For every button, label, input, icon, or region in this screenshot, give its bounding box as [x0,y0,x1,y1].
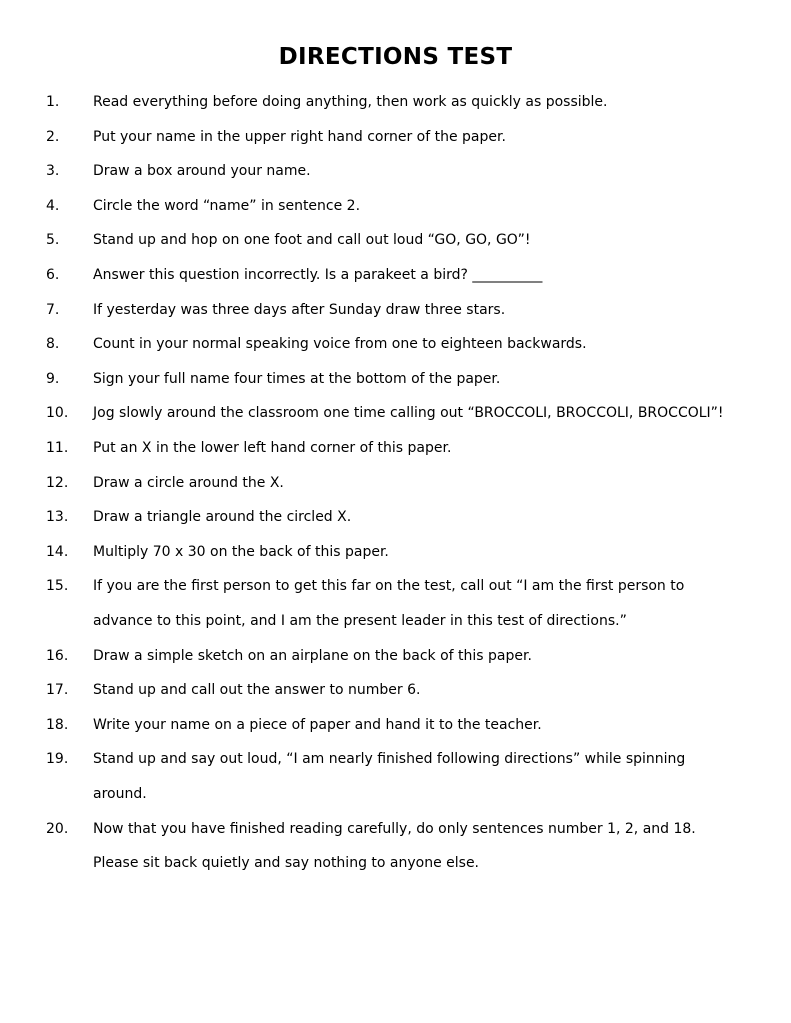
item-number: 7. [46,301,60,318]
item-number: 18. [46,716,69,733]
item-text: Read everything before doing anything, then work as quickly as possible. [93,94,608,110]
item-number: 14. [46,543,69,560]
item-text: Draw a circle around the X. [93,474,284,491]
list-item [0,680,791,700]
item-number: 15. [46,578,69,595]
item-text: Draw a triangle around the circled X. [93,509,352,526]
list-item-continuation [0,611,791,631]
item-number: 3. [46,163,60,180]
list-item [0,438,791,458]
item-number: 10. [46,405,69,422]
item-number: 6. [46,267,60,283]
item-text: Put an X in the lower left hand corner of this paper. [93,440,452,456]
item-text: Count in your normal speaking voice from one to eighteen backwards. [93,336,587,353]
item-number: 11. [46,440,69,456]
item-number: 9. [46,370,60,387]
list-item [0,265,791,285]
item-text: Answer this question incorrectly. Is a parakeet a bird? __________ [93,267,543,283]
list-item [0,334,791,354]
item-text: around. [93,786,147,802]
item-text: Circle the word “name” in sentence 2. [93,197,361,214]
item-number: 16. [46,647,69,664]
item-text: Stand up and hop on one foot and call out loud “GO, GO, GO”! [93,232,531,249]
item-number: 2. [46,128,60,145]
list-item [0,646,791,666]
item-text: If you are the first person to get this far on the test, call out “I am the first person to [93,578,685,595]
item-text: Stand up and say out loud, “I am nearly finished following directions” while spinning [93,751,686,768]
item-text: Write your name on a piece of paper and hand it to the teacher. [93,716,542,733]
list-item [0,507,791,527]
list-item [0,92,791,112]
item-number: 4. [46,197,60,214]
list-item [0,542,791,562]
item-number: 1. [46,94,60,110]
item-number: 12. [46,474,69,491]
item-number: 17. [46,682,69,699]
item-number: 19. [46,751,69,768]
item-text: Draw a box around your name. [93,163,311,180]
list-item [0,369,791,389]
item-number: 20. [46,820,69,837]
item-text: Put your name in the upper right hand corner of the paper. [93,128,506,145]
list-item [0,161,791,181]
item-text: Jog slowly around the classroom one time calling out “BROCCOLI, BROCCOLI, BROCCOLI”! [93,405,724,422]
list-item [0,403,791,423]
list-item [0,196,791,216]
item-text: Multiply 70 x 30 on the back of this paper. [93,543,389,560]
list-item [0,473,791,493]
item-text: Now that you have finished reading carefully, do only sentences number 1, 2, and 18. [93,820,696,837]
item-text: Stand up and call out the answer to number 6. [93,682,421,699]
list-item [0,300,791,320]
item-number: 8. [46,336,60,353]
item-text: Please sit back quietly and say nothing to anyone else. [93,855,480,872]
item-number: 5. [46,232,60,249]
list-item-continuation [0,853,791,873]
item-text: advance to this point, and I am the present leader in this test of directions.” [93,613,627,629]
item-text: Draw a simple sketch on an airplane on the back of this paper. [93,647,532,664]
list-item [0,127,791,147]
list-item [0,576,791,596]
list-item [0,715,791,735]
list-item [0,230,791,250]
page-title: DIRECTIONS TEST [278,44,513,70]
list-item [0,749,791,769]
list-item-continuation [0,784,791,804]
item-text: Sign your full name four times at the bottom of the paper. [93,370,501,387]
item-text: If yesterday was three days after Sunday draw three stars. [93,301,506,318]
item-number: 13. [46,509,69,526]
list-item [0,819,791,839]
